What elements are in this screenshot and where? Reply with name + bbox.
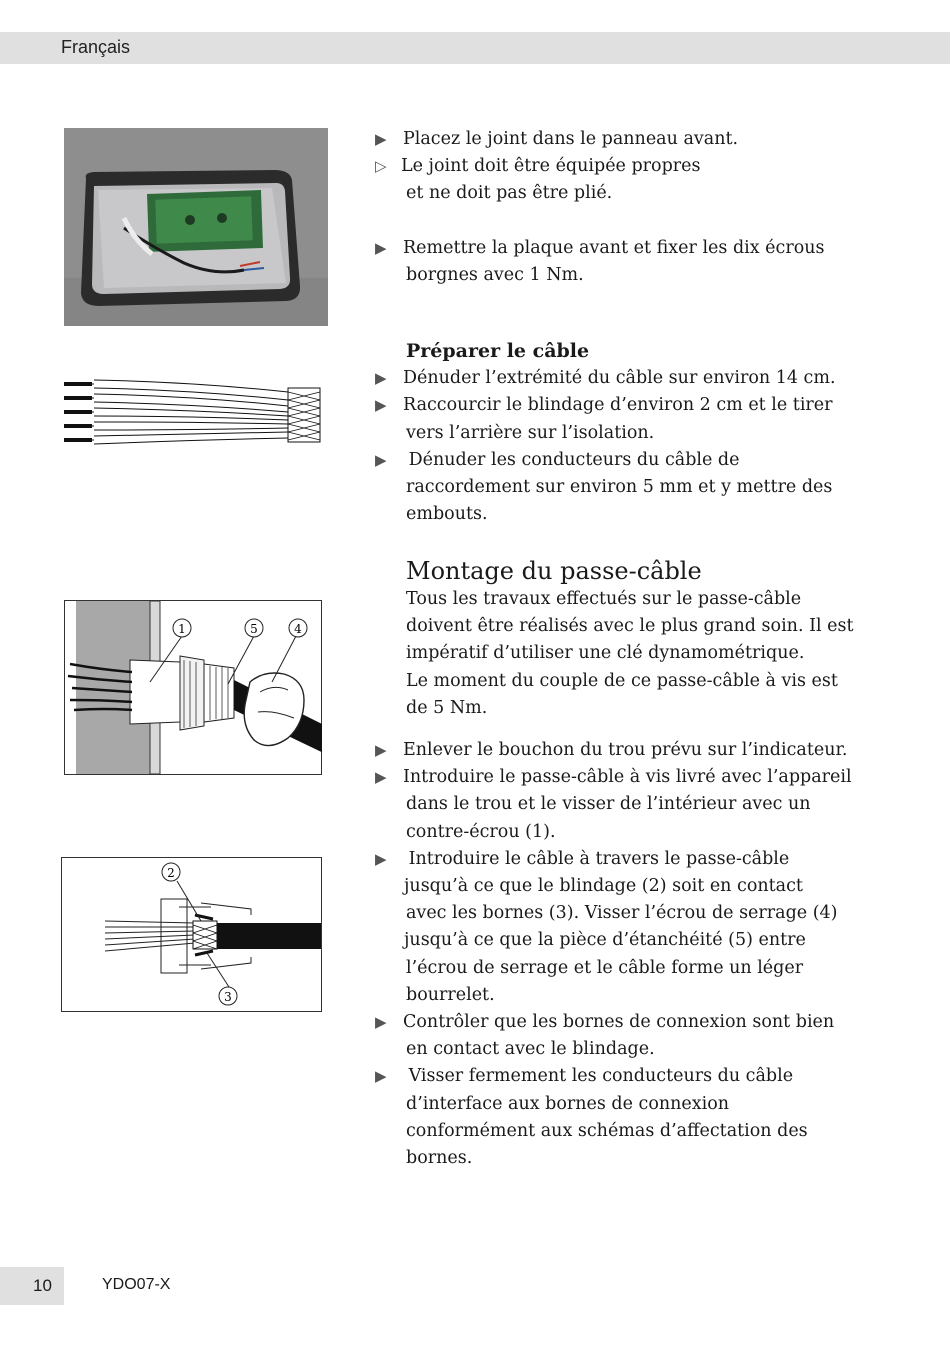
gland-step-line: l’écrou de serrage et le câble forme un léger — [406, 957, 804, 978]
footer-model: YDO07-X — [102, 1276, 171, 1293]
gland-step-line: bornes. — [406, 1148, 473, 1169]
gland-intro-line: doivent être réalisés avec le plus grand soin. Il est — [406, 616, 854, 637]
callout-4: 4 — [294, 622, 302, 636]
gland-step-line: en contact avec le blindage. — [406, 1039, 655, 1060]
callout-1: 1 — [178, 622, 186, 636]
bullet-filled-icon: ▶ — [375, 396, 387, 415]
gland-mounting-heading: Montage du passe-câble — [406, 557, 702, 585]
gland-step-line: ▶ Introduire le passe-câble à vis livré avec l’appareil — [403, 764, 852, 791]
front-plate-line: borgnes avec 1 Nm. — [406, 265, 584, 286]
callout-5: 5 — [250, 622, 258, 636]
gland-step-line: d’interface aux bornes de connexion — [406, 1093, 730, 1114]
prepare-cable-line: ▶ Dénuder les conducteurs du câble de — [403, 447, 836, 474]
prepare-cable-heading: Préparer le câble — [406, 340, 590, 362]
gland-step-line: dans le trou et le visser de l’intérieur avec un — [406, 794, 811, 815]
gasket-line: ▶ Placez le joint dans le panneau avant. — [403, 126, 738, 153]
gasket-line: ▷ Le joint doit être équipée propres — [401, 153, 738, 180]
gland-step-line: ▶ Enlever le bouchon du trou prévu sur l’indicateur. — [403, 737, 852, 764]
bullet-filled-icon: ▶ — [375, 450, 387, 469]
gland-step-line: contre-écrou (1). — [406, 821, 556, 842]
bullet-filled-icon: ▶ — [375, 1067, 387, 1086]
shield-contact-diagram — [61, 857, 322, 1012]
bullet-hollow-icon: ▷ — [375, 157, 387, 176]
bullet-filled-icon: ▶ — [375, 741, 387, 759]
gland-step-line: bourrelet. — [406, 984, 495, 1005]
callout-3: 3 — [224, 990, 232, 1004]
gland-intro-line: Le moment du couple de ce passe-câble à vis est — [406, 670, 838, 691]
section-gasket — [375, 126, 739, 208]
gland-intro-line: impératif d’utiliser une clé dynamométrique. — [406, 643, 805, 664]
bullet-filled-icon: ▶ — [375, 239, 387, 257]
gland-step-line: avec les bornes (3). Visser l’écrou de serrage (4) — [406, 903, 838, 924]
callout-2: 2 — [167, 866, 175, 880]
footer-page-box — [0, 1267, 64, 1305]
section-prepare-cable — [375, 338, 836, 528]
gland-step-line: jusqu’à ce que le blindage (2) soit en contact — [404, 876, 803, 897]
header-bar — [0, 32, 950, 64]
page-number: 10 — [33, 1276, 52, 1295]
prepare-cable-line: embouts. — [406, 504, 488, 525]
gasket-line: et ne doit pas être plié. — [406, 183, 613, 204]
bullet-filled-icon: ▶ — [375, 768, 387, 787]
prepare-cable-line: ▶ Raccourcir le blindage d’environ 2 cm et le tirer — [403, 392, 836, 419]
front-panel-photo — [64, 128, 328, 326]
front-plate-line: ▶ Remettre la plaque avant et fixer les dix écrous — [403, 235, 825, 262]
gland-step-line: conformément aux schémas d’affectation des — [406, 1120, 808, 1141]
bullet-filled-icon: ▶ — [375, 849, 387, 868]
gland-step-line: ▶ Visser fermement les conducteurs du câble — [403, 1063, 852, 1090]
prepare-cable-line: ▶ Dénuder l’extrémité du câble sur environ 14 cm. — [403, 365, 836, 392]
gland-step-line: jusqu’à ce que la pièce d’étanchéité (5) entre — [404, 930, 806, 951]
bullet-filled-icon: ▶ — [375, 130, 387, 148]
gland-intro-line: de 5 Nm. — [406, 697, 488, 718]
section-gland-steps — [375, 737, 852, 1172]
gland-intro-line: Tous les travaux effectués sur le passe-câble — [406, 589, 802, 609]
prepare-cable-line: vers l’arrière sur l’isolation. — [406, 422, 655, 443]
header-language: Français — [61, 37, 131, 57]
gland-step-line: ▶ Contrôler que les bornes de connexion sont bien — [403, 1009, 852, 1036]
section-front-plate — [375, 235, 825, 289]
section-gland-mounting — [403, 556, 854, 722]
bullet-filled-icon: ▶ — [375, 369, 387, 388]
cable-gland-diagram — [64, 600, 322, 775]
gland-step-line: ▶ Introduire le câble à travers le passe-câble — [403, 846, 852, 873]
stripped-cable-diagram — [64, 370, 330, 450]
prepare-cable-line: raccordement sur environ 5 mm et y mettre des — [406, 477, 833, 498]
bullet-filled-icon: ▶ — [375, 1013, 387, 1032]
